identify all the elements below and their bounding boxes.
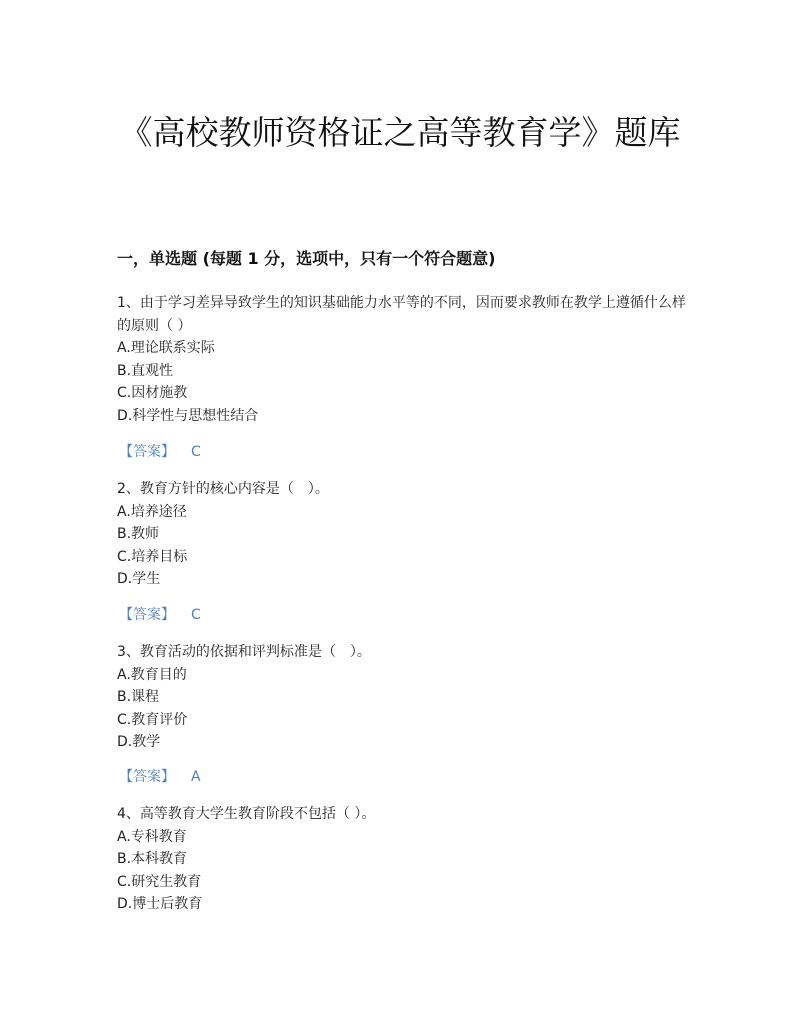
option-c: C.研究生教育 xyxy=(117,873,202,890)
option-a: A.专科教育 xyxy=(117,828,187,845)
option-a: A.教育目的 xyxy=(117,666,187,683)
option-b: B.直观性 xyxy=(117,362,174,379)
option-c: C.培养目标 xyxy=(117,548,188,565)
answer-value: A xyxy=(191,769,201,785)
option-c: C.教育评价 xyxy=(117,711,188,728)
answer-value: C xyxy=(191,444,201,460)
option-c: C.因材施教 xyxy=(117,385,188,401)
option-b: B.教师 xyxy=(117,526,160,542)
option-a: A.培养途径 xyxy=(117,503,187,520)
answer-label: 【答案】 xyxy=(119,769,175,785)
section-heading: 一，单选题 (每题 1 分，选项中，只有一个符合题意) xyxy=(117,249,496,268)
answer-1 xyxy=(119,441,201,463)
option-b: B.本科教育 xyxy=(117,851,188,867)
question-3 xyxy=(117,641,687,754)
option-b: B.课程 xyxy=(117,689,160,705)
answer-2 xyxy=(119,604,201,626)
option-d: D.教学 xyxy=(117,734,161,750)
question-text: 3、教育活动的依据和评判标准是（ ）。 xyxy=(117,644,371,660)
question-text: 2、教育方针的核心内容是（ ）。 xyxy=(117,481,329,497)
question-text: 4、高等教育大学生教育阶段不包括（ ）。 xyxy=(117,806,376,822)
answer-3 xyxy=(119,766,201,788)
document-title: 《高校教师资格证之高等教育学》题库 xyxy=(119,113,681,152)
question-text: 1、由于学习差异导致学生的知识基础能力水平等的不同，因而要求教师在教学上遵循什么样的原则（ ） xyxy=(117,295,686,334)
question-1 xyxy=(117,292,687,427)
option-a: A.理论联系实际 xyxy=(117,340,215,356)
option-d: D.学生 xyxy=(117,571,161,587)
question-4 xyxy=(117,803,687,916)
option-d: D.科学性与思想性结合 xyxy=(117,407,259,424)
option-d: D.博士后教育 xyxy=(117,896,203,912)
answer-value: C xyxy=(191,607,201,623)
answer-label: 【答案】 xyxy=(119,444,175,460)
answer-label: 【答案】 xyxy=(119,607,175,623)
question-2 xyxy=(117,478,687,591)
